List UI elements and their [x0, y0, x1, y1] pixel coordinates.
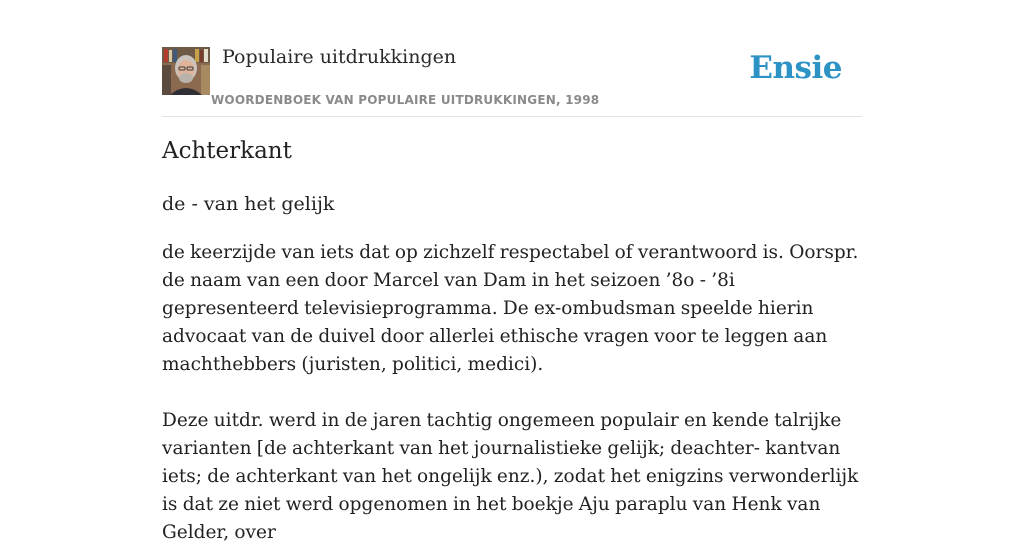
source-header	[162, 46, 862, 117]
source-subtitle: WOORDENBOEK VAN POPULAIRE UITDRUKKINGEN, 1998	[211, 93, 600, 107]
entry-paragraph: de keerzijde van iets dat op zichzelf respectabel of verantwoord is. Oorspr. de naam van een door Marcel van Dam in het seizoen ’8o - ’8i gepresenteerd televisieprogramma. De ex-ombudsman speelde hierin advocaat van de duivel door allerlei ethische vragen voor te leggen aan machthebbers (juristen, politici, medici).	[162, 242, 859, 375]
ensie-logo-link[interactable]: Ensie	[749, 50, 842, 86]
author-portrait-icon	[162, 47, 210, 95]
source-title[interactable]: Populaire uitdrukkingen	[222, 46, 457, 68]
entry-grammar: de - van het gelijk	[162, 193, 335, 215]
entry-term: Achterkant	[162, 138, 292, 164]
avatar[interactable]	[162, 47, 210, 95]
entry-paragraph: Deze uitdr. werd in de jaren tachtig ongemeen populair en kende talrijke varianten [de achterkant van het journalistieke gelijk; deachter- kantvan iets; de achterkant van het ongelijk enz.), zodat het enigzins verwonderlijk is dat ze niet werd opgenomen in het boekje Aju paraplu van Henk van Gelder, over	[162, 410, 859, 543]
